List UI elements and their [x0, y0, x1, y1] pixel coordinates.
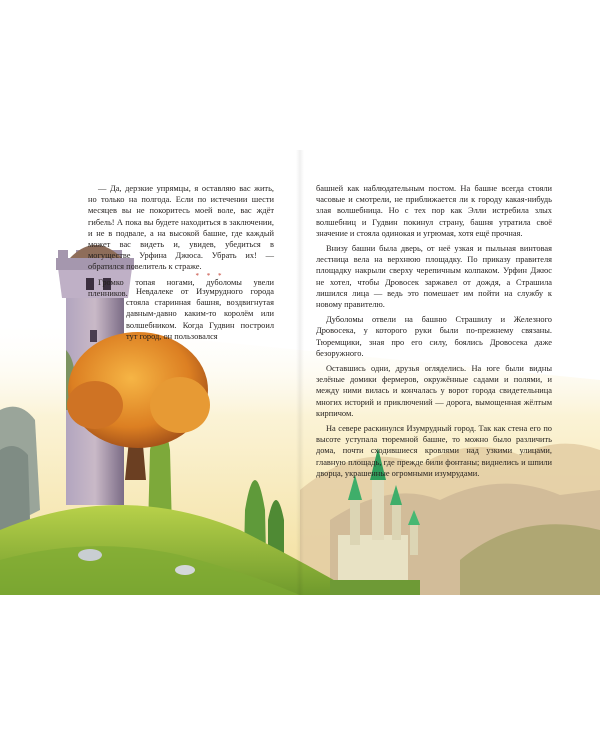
paragraph: Оставшись одни, друзья огляделись. На юге были видны зелёные домики фермеров, окружённые садами и полями, и между ними вилась и кончалась у ворот города свидетельница многих историй и приключений — дорога, вымощенная жёлтым кирпичом. [316, 364, 552, 418]
section-separator: * * * [195, 272, 225, 280]
paragraph: На севере раскинулся Изумрудный город. Так как стена его по высоте уступала тюремной башне, то можно было различить дома, почти сходившиеся кровлями над узкими улицами, главную площадь, где прежде били фонтаны; виднелись и шпили дворца, украшенные огромными изумрудами. [316, 424, 552, 478]
paragraph: Внизу башни была дверь, от неё узкая и пыльная винтовая лестница вела на верхнюю площадку. По приказу правителя площадку накрыли сверху черепичным колпаком. Урфин Джюс не хотел, чтобы Дровосек заржавел от дождя, а Страшила лишился лица — ведь это помешает им пойти на службу к новому правителю. [316, 244, 552, 310]
paragraph: башней как наблюдательным постом. На башне всегда стояли часовые и смотрели, не приближается ли к городу какая-нибудь злая волшебница. Но с тех пор как Элли истребила злых волшебниц и Гудвин покинул страну, башня утратила своё значение и стояла одинокая и угрюмая, хотя ещё прочная. [316, 184, 552, 238]
left-page-middle-text [126, 286, 274, 342]
paragraph: — Да, дерзкие упрямцы, я оставляю вас жить, но только на полгода. Если по истечении шести месяцев вы не покоритесь моей воле, вас ждёт гибель! А пока вы будете находиться в заключении, и не в подвале, а на высокой башне, где каждый может вас видеть и, увидев, убедиться в могуществе Урфина Джюса. Убрать их! — обратился повелитель к страже. [88, 184, 274, 272]
left-page-top-text [88, 183, 274, 299]
right-page-text [316, 183, 552, 479]
book-gutter [296, 150, 304, 595]
paragraph: Громко топая ногами, дуболомы увели пленников. [88, 277, 274, 298]
book-spread [0, 150, 600, 595]
paragraph: Дуболомы отвели на башню Страшилу и Железного Дровосека, у которого руки были по-прежнему связаны. Тюремщики, зная про его силу, боялись Дровосека даже безоружного. [316, 315, 552, 358]
paragraph: Невдалеке от Изумрудного города стояла старинная башня, воздвигнутая давным-давно каким-то королём или волшебником. Когда Гудвин построил тут город, он пользовался [126, 287, 274, 341]
